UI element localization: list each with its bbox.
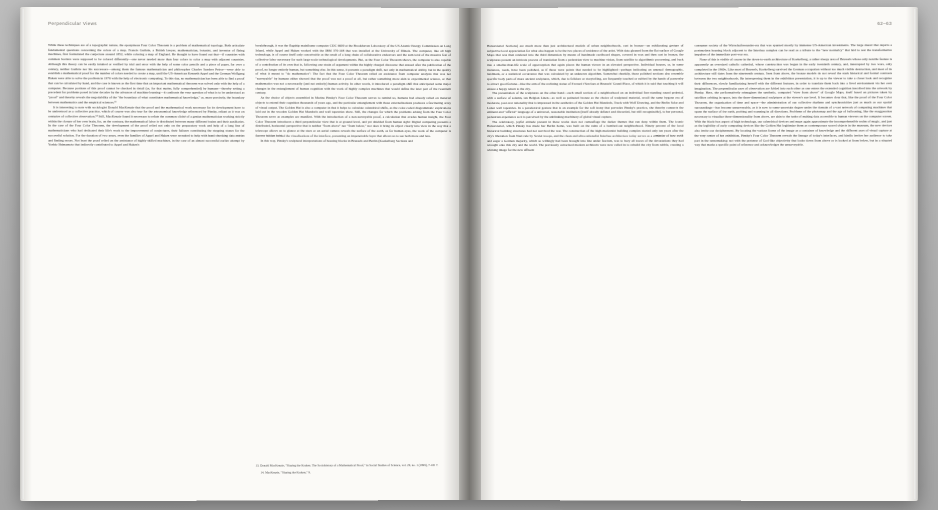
right-column-1 [487,43,683,474]
paragraph: breakthrough, it was the flagship mainframe computer CDC 6600 at the Brookhaven Laboratory of the US Atomic Energy Commission on Long Island, while Appel and Haken worked with the IBM 370-168 that was installed at the University of Illinois. The computer, like all high technology, is of course itself only conceivable as the result of a long chain of collaborative endeavors and the sum total of the massive feat of collective labor necessary for such large-scale technological developments. But, as the Four Color Theorem shows, the computer is also capable of a contribution of its own that is, following one strain of argument within the highly charged discourse that ensued after the publication of the proof, no longer entirely human, but something else. In this sense, it presents a paradigm shift, not only in mathematical ability, but in the quality of what it meant to "do mathematics": The fact that the Four Color Theorem relied on assistance from computer analysis that was not "surveyable" by humans either showed that the proof was not a proof at all, but rather something more akin to experimental science, or that mathematics was not a necessarily (and not entirely) human activity. In other words, it introduced a paradigm shift that anticipated some major changes in the entanglement of human cognition with the work of highly complex machines that would define the later part of the twentieth century. [255,43,451,95]
footnote: 14. MacKenzie, "Slaying the Kraken," 9. [260,470,311,475]
paragraph: In this way, Pinsky's sculptural interpretations of housing blocks in Brussels and Berlin (Koekelberg Sections and [260,138,413,143]
footnote: 13. Donald MacKenzie, "Slaying the Kraken. The Sociohistory of a Mathematical Proof," in Social Studies of Science, vol. 29, no. 1 (1999), 7–60: 7. [255,463,439,468]
left-page-columns [48,43,451,475]
paragraph: It is interesting to note with sociologist Donald MacKenzie that the proof and the mathematical work necessary for its development have to be understood as a collective practice, which of course was also true for the astronomical knowledge referenced by Pinsky, reliant as it was on centuries of collective observation.¹⁴ Still, MacKenzie found it necessary to refute the common cliché of a genius mathematician working strictly within the closure of her own brain, for, on the contrary, the mathematical labor is distributed between many different brains and their auxiliaries. In the case of the Four Color Theorem, the development of the proof relied not only on the preparatory work and help of a long line of mathematicians who had dedicated their life's work to the improvement of conjectures, their failures constituting the stepping stones for the successful solution. For the duration of two years, even the families of Appel and Haken were recruited to help with hand-checking data entries and finding errors. Not least the proof relied on the assistance of highly skilled machines, in the case of an almost successful earlier attempt by Yoshio Shimamoto that indirectly contributed to Appel and Haken's [48,104,245,148]
right-page-columns [487,43,892,475]
open-book [22,8,916,500]
left-column-2 [256,43,451,474]
paragraph: As the choice of objects assembled in Marina Pinsky's Four Color Theorem serves to remind us, humans had already relied on material objects to extend their cognition thousands of years ago, and the particular entanglement with those externalizations produces a fascinating array of visual output. The Golden Hat is also a computer in that it helps to calculate calendrical shifts, as the color-coded diagrammatic explications laid out in the wooden Golden Hat Mandrels and wall tapestries show. Still, the changes for which the problems arising from the Four Color Theorem serve as examples are manifest. With the introduction of a non-surveyable proof, a calculation that evades human insight, the Four Color Theorem introduces a third perpendicular view that is at ground level, and yet shielded from human sight: Digital computing presents a distributed, horizontal perspective that is neither "from above" nor "from below," nor does it bring its object clearly into view in the way that a telescope allows us to glance at the stars or an aerial camera reveals the surface of the earth, as for human eyes, the work of the computer is forever hidden behind the visualizations of the interface, presenting an impenetrable layer that allows us to see both more and less. [255,95,451,138]
footnotes-left [256,463,451,474]
right-page-edge [914,9,918,499]
running-head-right: 62–63 [877,20,892,26]
paragraph: None of this is visible of course in the down-to-earth architecture of Koekelberg, a rather sleepy area of Brussels whose only notable feature is apparently an oversized catholic cathedral, whose construction was begun in the early twentieth century, and, interrupted by two wars, only completed in the 1960s. Like most of Brussels, Koekelberg survived the German occupation without too much visible destruction, and most of its architecture still dates from the nineteenth century. Seen from above, the bronze models do not reveal the stark historical and formal contrasts between the two neighborhoods. By interspersing them in the exhibition presentation, it is up to the viewer to take a closer look and recognize their differences, slowly familiarizing herself with the different features, in order to translate them back into a lived environment via her own imagination. The perpendicular axes of observation are folded into each other as one enters the extended cognition inscribed into the artwork by Pinsky. Here, she performatively reimagines the synthetic, computed "view from above" of Google Maps, itself based on pictures taken by satellites orbiting in space, into the three-dimensional sculptures at the viewer's eye level. It becomes clear that, like the proof of the Four Color Theorem, the organization of time and space—the administration of our collective rhythms and synchronicities just as much as our spatial surroundings—has become unsurveyable, as it is now to some uncertain degree under the domain of a vast network of computing machines that spans the surface of the earth, probing and scanning in all directions. Problems of the photomap and the age of ballooning, like the exaggeration necessary to visualize three-dimensionality from above, are akin to the tasks of making data accessible to human viewers on the computer screen. With the black-box aspect of high technology, our calendrical devices and maps again approximate the incomprehensible realm of magic, and just as the legibility of early computing devices like the Golden Hat legitimize them as contemporary sacred objects in the museum, the new devices also invite our decipherment. By locating the various forms of the image as a container of knowledge and the different axes of visual capture at the very center of her exhibition, Pinsky's Four Color Theorem reveals the lineage of today's interfaces, and kindly invites her audience to take part in the sensemaking: not with the pretense of God-like objectivity that looks down from above or is looked at from below, but in a situated way that marks a specific point of reference and acknowledges the unsurveyable. [694,57,892,148]
paragraph: The celebratory, joyful attitude present in these works does not camouflage the darker themes that run deep within them. The iconic Hansaviertel, which Pinsky has made her Berlin home, was built on the ruins of a bombed-out neighborhood. Ninety percent of the local historical building structures had not survived the war. The construction of the high-modernist building complex started only ten years after the city's liberation from Nazi rule by Soviet troops, and the clean and ultra-rationalist Interbau architecture today serves as a reminder of how swift and eager a German majority, which so willingly had been brought into line under fascism, was to bury all traces of the devastations they had wrought onto this city and the world. The previously ostracized modern architects were now called in to rebuild the city from rubble, creating a winning image for the new affluent [487,119,684,153]
right-column-2 [695,43,892,475]
paragraph: While these techniques are of a topographic nature, the eponymous Four Color Theorem is a problem of mathematical topology. Both articulate fundamental questions concerning the colors of a map. Francis Guthrie, a British lawyer, mathematician, botanist, and inventor of flying machines, first formulated the conjecture around 1852, while coloring a map of England. He thought to have found out that—if countries with common borders were supposed to be colored differently—one never needed more than four colors to color a map with adjacent countries. Although this theory can be easily intuited or verified by trial and error with the help of some color pencils and a piece of paper, for over a century, neither Guthrie nor his successors—among them the famous mathematician and philosopher Charles Sanders Peirce—were able to establish a mathematical proof for the number of colors needed to create a map, until the US-American Kenneth Appel and the German Wolfgang Haken were able to solve the problem in 1976 with the help of electronic computing. To this day, no mathematician has been able to find a proof that can be calculated by hand, and the case is known as the first time that an important mathematical theorem was solved only with the help of a computer. Because portions of this proof cannot be checked in detail (or, for that matter, fully comprehended) by humans—thereby setting a precedent for problems posed in later decades by the advances of machine learning—it confronts the very question of what is to be understood as "proof" and thereby reveals the negotiability of the "the boundary of what constitutes mathematical knowledge," or, more precisely, the boundary between mathematics and the empirical sciences.¹³ [48,43,245,105]
left-page [20,7,469,501]
running-head-left: Perpendicular Views [48,20,97,27]
left-page-edge [20,9,24,499]
right-page [469,7,918,501]
paragraph: consumer society of the Wirtschaftswunder-era that was spurned mostly by immense US-American investments. The large mural that depicts a postmodern housing block adjacent to the Interbau complex can be read as a tribute to the "new normalcy" that laid to rest the transformative impulses of the immediate post-war era. [694,43,892,57]
paragraph: The presentation of the sculptures on the other hand—each small section of a neighborhood on an individual free-standing round pedestal, with a surface of solemn, tan Belgian Linen—as well as patinated bronze as the choice of sculptural material, recall the same bygone era of moderate, post-war rationality that is impressed in the aesthetics of the Golden Hat Mandrels, Truck with Wolf Drawing, and the Berlin Solar and Lunar wall tapestries. In a paradoxical gesture that is an example for the soft irony that pervades Pinsky's practice, she thereby connects the eminent and "official" language of a universal, reasonable institution (itself already defunct and discarded, but still recognizable), to her personal, pedestrian experience as it is perceived by the unblinking machinery of global visual capture. [487,90,684,119]
paragraph: Hansaviertel Sections) are much more than just architectural models of urban neighborhoods, cast in bronze—an exhilarating gesture of subjective local appreciation for what also happen to be the two places of residence of the artist. With data gleaned from the flat surface of Google Maps that was then rendered into the third dimension by means of handmade cardboard shapes, covered in wax and then cast in bronze, the sculptures present an intricate process of translation from a pedestrian view to machine vision, from satellite to algorithmic processing, and back into a smaller-than-life scale of apperception that again places the human viewer in an elevated perspective. Individual houses, or, in some instances, roads, have been polished, as if those were points that needed to be highlighted—perhaps indicating an unusual demographic, landmark, or a statistical occurrence that was calculated by an unknown algorithm. Somewhat cheekily, those polished sections also resemble specific body parts of more ancient sculptures, which, due to folklore or storytelling, are frequently touched or rubbed by the hands of passersby to attract good fortune—like the arm of the reclining statue of Everard t'Serclaes at Brussels' Grand-Place, of which it is said that touching it will ensure a happy return to the city. [487,43,684,91]
left-column-1 [48,43,244,475]
